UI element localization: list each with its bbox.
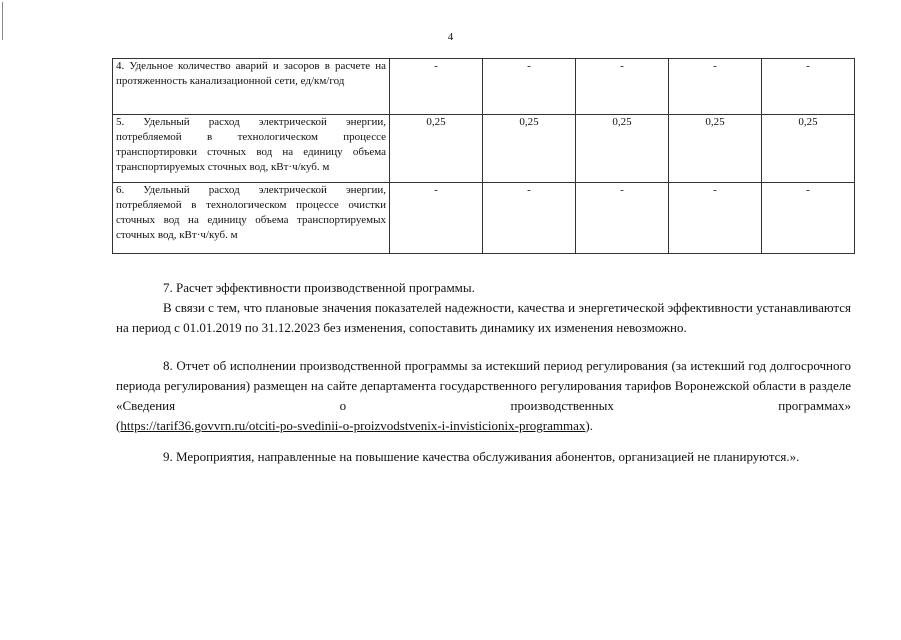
page-number: 4 [447, 31, 454, 43]
table-cell: - [576, 183, 669, 254]
indicator-label: 5. Удельный расход электрической энергии, потребляемой в технологическом процессе транспортировки сточных вод на единицу объема транспортируемых сточных вод, кВт·ч/куб. м [113, 115, 390, 183]
indicator-label: 4. Удельное количество аварий и засоров в расчете на протяженность канализационной сети, ед/км/год [113, 59, 390, 115]
table-cell: - [762, 59, 855, 115]
table-cell: - [390, 183, 483, 254]
section-7-heading: 7. Расчет эффективности производственной программы. [163, 280, 475, 295]
section-7-body: В связи с тем, что плановые значения показателей надежности, качества и энергетической эффективности устанавливаются на период с 01.01.2019 по 31.12.2023 без изменения, сопоставить динамику их изменения невозможно. [116, 300, 851, 335]
section-9-text: 9. Мероприятия, направленные на повышение качества обслуживания абонентов, организацией не планируются.». [163, 449, 800, 464]
table-cell: - [669, 59, 762, 115]
table-cell: - [762, 183, 855, 254]
indicators-table [112, 58, 855, 254]
table-cell: - [483, 183, 576, 254]
table-row [113, 59, 855, 115]
link-open-paren: ( [116, 418, 121, 433]
table-cell: 0,25 [762, 115, 855, 183]
tarif36-link[interactable]: https://tarif36.govvrn.ru/otciti-po-svedinii-o-proizvodstvenix-i-invisticionix-programmax [120, 418, 586, 433]
section-8 [116, 356, 851, 436]
table-cell: 0,25 [576, 115, 669, 183]
table-row [113, 115, 855, 183]
table-cell: - [669, 183, 762, 254]
indicator-label: 6. Удельный расход электрической энергии, потребляемой в технологическом процессе очистки сточных вод на единицу объема транспортируемых сточных вод, кВт·ч/куб. м [113, 183, 390, 254]
table-row [113, 183, 855, 254]
table-cell: 0,25 [390, 115, 483, 183]
link-close-paren: ). [585, 418, 593, 433]
table-cell: - [576, 59, 669, 115]
table-cell: 0,25 [669, 115, 762, 183]
section-9 [116, 447, 851, 467]
section-7 [116, 278, 851, 338]
table-cell: 0,25 [483, 115, 576, 183]
section-8-link-line [116, 416, 851, 436]
table-cell: - [483, 59, 576, 115]
table-cell: - [390, 59, 483, 115]
section-8-text: 8. Отчет об исполнении производственной программы за истекший период регулирования (за истекший год долгосрочного периода регулирования) размещен на сайте департамента государственного регулирования тарифов Воронежской области в разделе «Сведения о производственных программах» [116, 358, 851, 413]
